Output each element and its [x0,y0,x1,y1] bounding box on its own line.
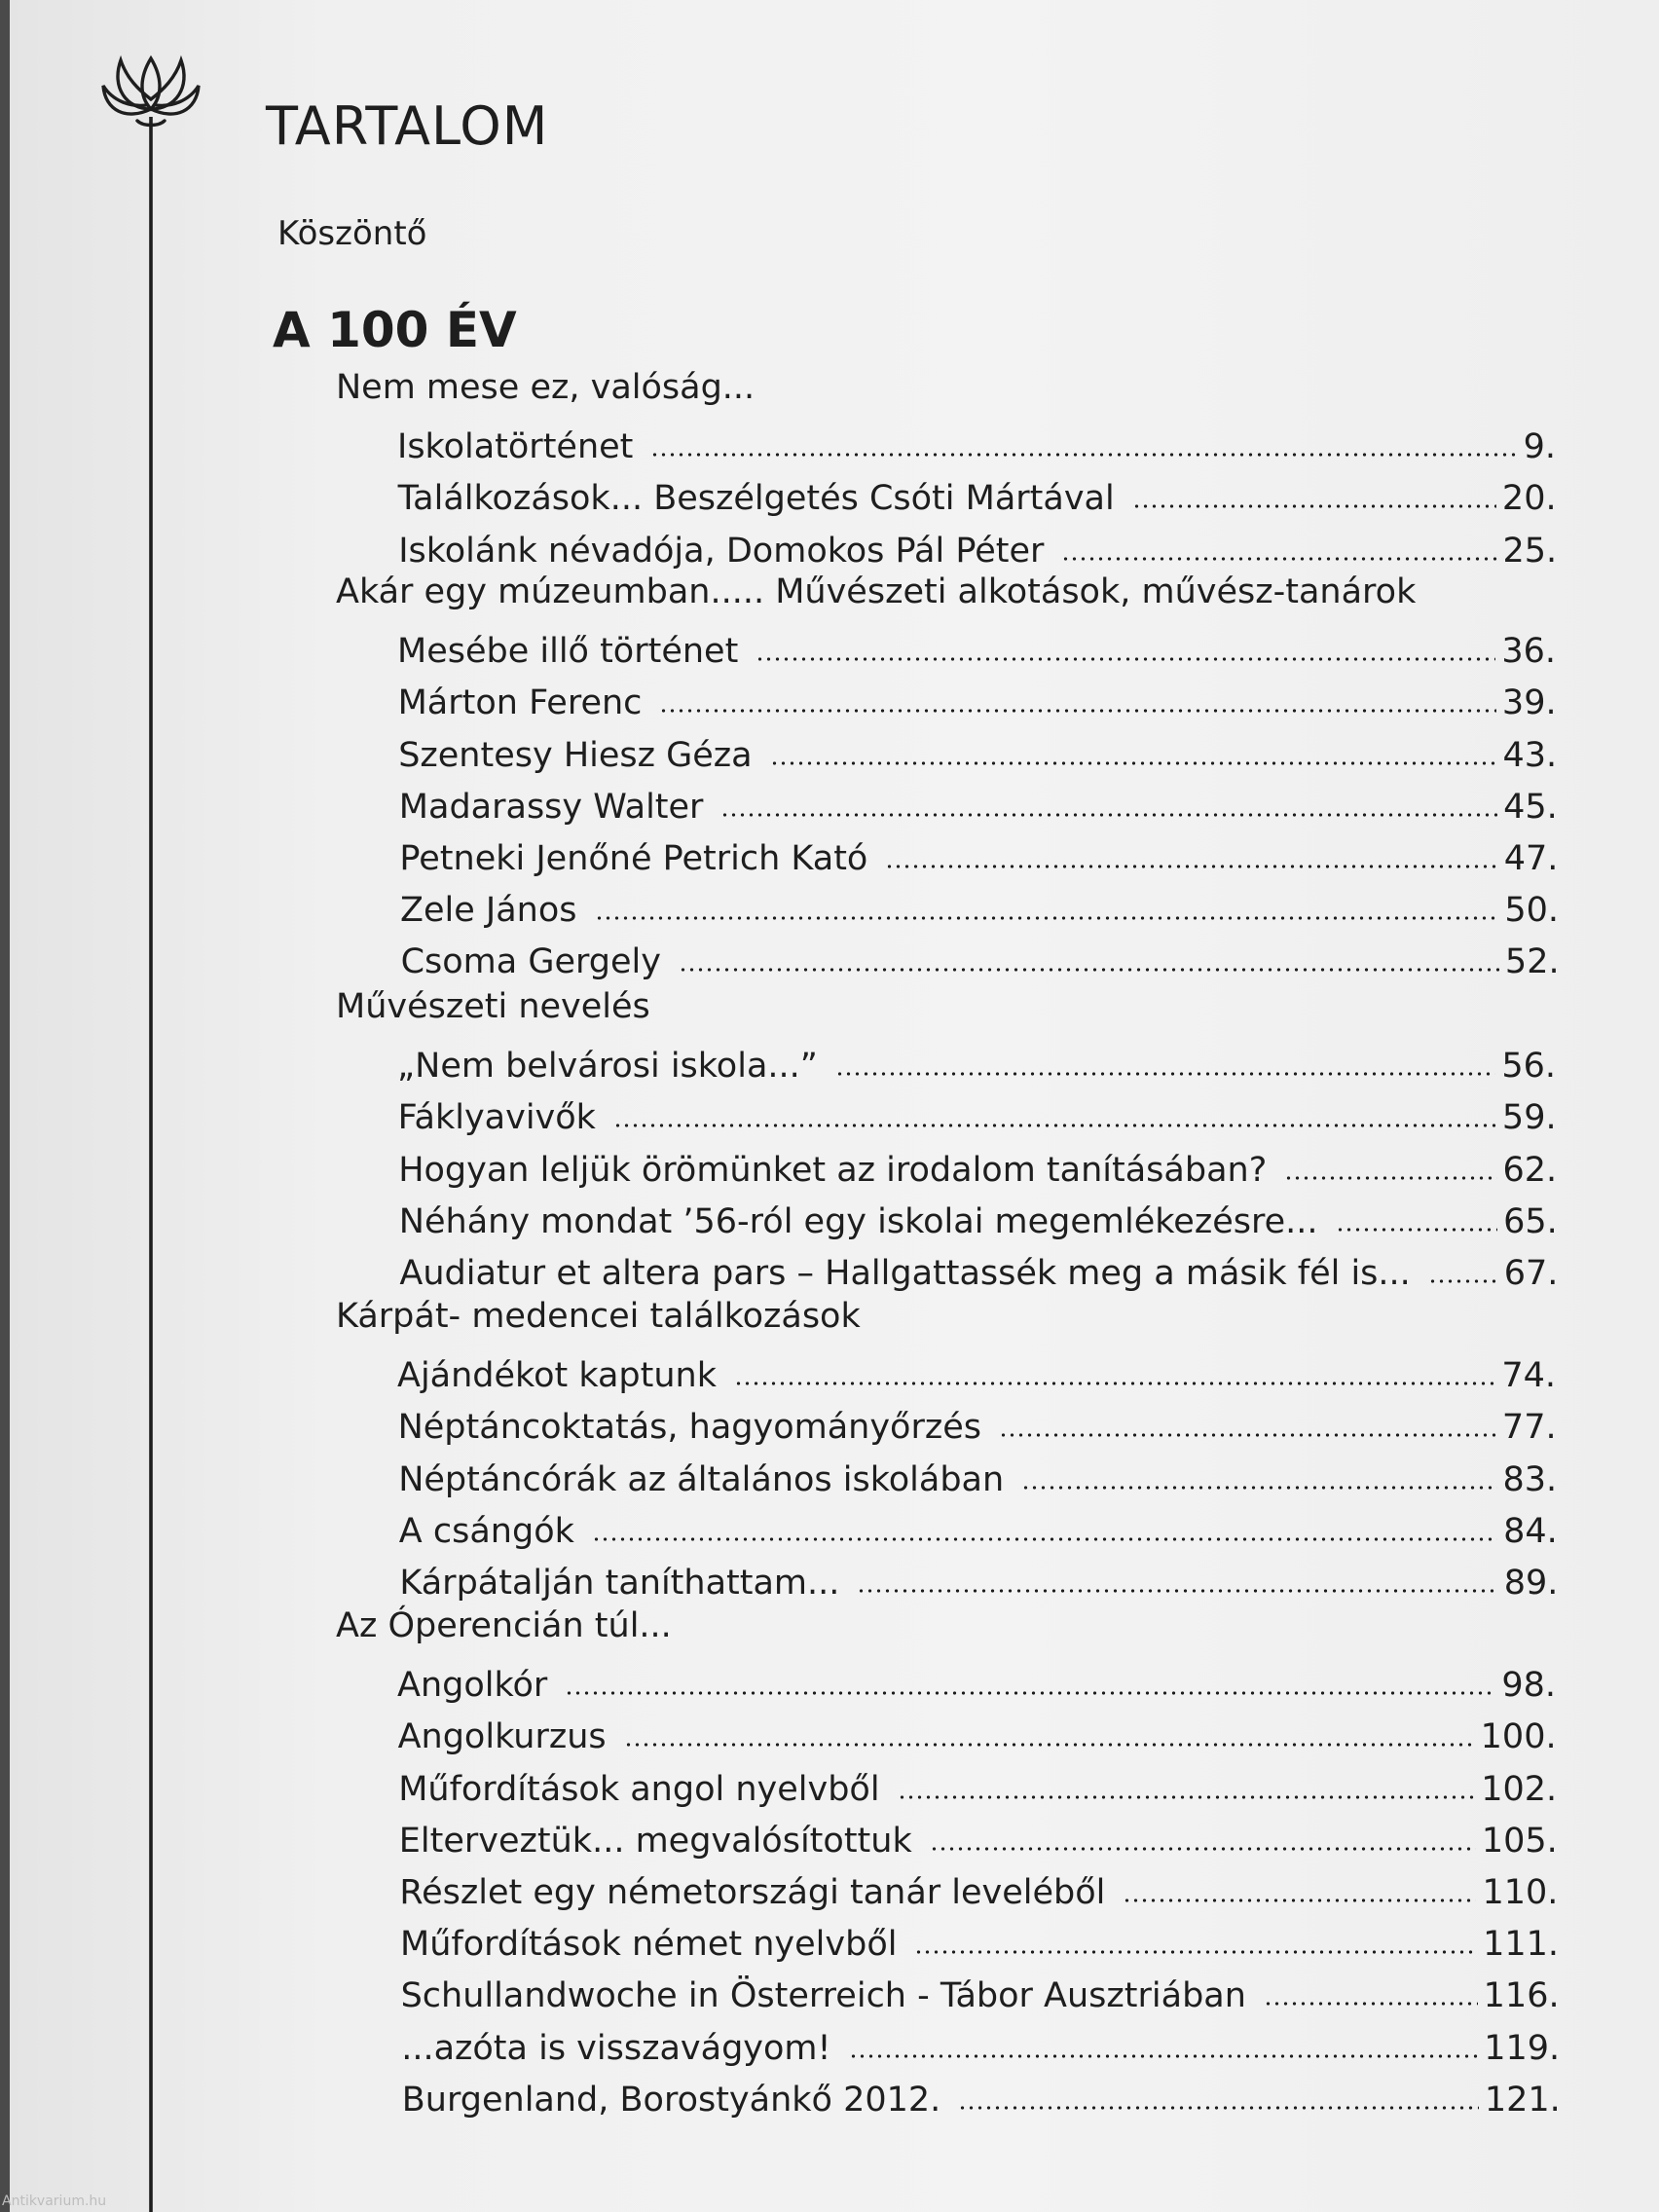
toc-entry[interactable] [399,1858,1558,1912]
toc-entry[interactable] [399,824,1558,878]
entry-page-number: 65. [1503,1201,1558,1241]
dot-leader [613,1124,1496,1127]
toc-entry[interactable] [399,1496,1558,1551]
entry-title: Kárpátalján taníthattam... [399,1564,840,1603]
entry-title: Részlet egy németországi tanár leveléből [399,1873,1106,1912]
dot-leader [679,968,1499,972]
entry-title: Márton Ferenc [397,683,643,723]
section-title: Akár egy múzeumban..... Művészeti alkotások, művész-tanárok [336,572,1417,611]
toc-entry[interactable] [398,516,1557,571]
entry-title: Burgenland, Borostyánkő 2012. [401,2080,941,2120]
entry-title: Iskolánk névadója, Domokos Pál Péter [398,531,1045,571]
toc-entry[interactable] [399,1806,1558,1861]
entry-page-number: 20. [1501,479,1557,519]
entry-page-number: 84. [1503,1511,1558,1551]
entry-title: Madarassy Walter [398,787,704,827]
entry-page-number: 105. [1481,1821,1558,1861]
entry-page-number: 98. [1501,1666,1556,1706]
entry-page-number: 67. [1503,1254,1559,1293]
entry-title: Angolkór [397,1666,548,1706]
entry-title: Audiatur et altera pars – Hallgattassék meg a másik fél is... [399,1254,1411,1293]
entry-title: Schullandwoche in Österreich - Tábor Ausztriában [400,1976,1246,2016]
entry-title: Elterveztük... megvalósítottuk [398,1821,912,1861]
toc-entry[interactable] [398,668,1557,722]
toc-entry[interactable] [397,412,1556,466]
dot-leader [650,453,1517,457]
entry-page-number: 45. [1503,787,1558,827]
dot-leader [885,865,1497,868]
dot-leader [835,1072,1495,1076]
entry-title: Szentesy Hiesz Géza [398,735,753,775]
toc-entry[interactable] [399,1548,1558,1603]
toc-entry[interactable] [398,1754,1557,1809]
entry-title: Mesébe illő történet [397,632,739,672]
section-title: Kárpát- medencei találkozások [336,1297,861,1336]
entry-title: Petneki Jenőné Petrich Kató [399,839,868,878]
entry-page-number: 62. [1502,1150,1558,1190]
entry-title: Ajándékot kaptunk [397,1356,718,1396]
toc-entry[interactable] [401,2013,1560,2068]
dot-leader [849,2054,1479,2058]
entry-page-number: 74. [1501,1356,1556,1396]
dot-leader [734,1382,1495,1385]
entry-page-number: 47. [1503,839,1559,878]
toc-entry[interactable] [397,616,1556,671]
toc-entry[interactable] [398,1445,1557,1499]
toc-entry[interactable] [398,1083,1557,1137]
entry-page-number: 110. [1482,1873,1559,1912]
entry-title: Fáklyavivők [397,1098,596,1138]
entry-title: Néptáncoktatás, hagyományőrzés [397,1408,981,1448]
entry-page-number: 39. [1501,683,1557,723]
entry-page-number: 25. [1502,531,1558,571]
entry-title: Néhány mondat ’56-ról egy iskolai megemlékezésre... [398,1201,1318,1241]
greeting-heading: Köszöntő [277,214,427,253]
entry-title: Csoma Gergely [400,942,661,982]
section-title: Művészeti nevelés [336,987,650,1026]
entry-page-number: 100. [1480,1717,1557,1757]
toc-entry[interactable] [398,720,1557,775]
toc-entry[interactable] [399,1187,1558,1241]
toc-entry[interactable] [399,1238,1558,1293]
dot-leader [592,1537,1497,1541]
dot-leader [1336,1228,1498,1232]
toc-entry[interactable] [398,1392,1557,1447]
dot-leader [720,813,1497,817]
dot-leader [930,1847,1476,1851]
toc-entry[interactable] [400,875,1559,930]
toc-entry[interactable] [400,1909,1559,1964]
dot-leader [898,1795,1476,1799]
dot-leader [770,761,1497,765]
entry-page-number: 43. [1502,735,1558,775]
dot-leader [1264,2002,1478,2006]
toc-title: TARTALOM [266,95,549,157]
entry-page-number: 56. [1501,1047,1556,1087]
entry-page-number: 83. [1502,1459,1558,1499]
dot-leader [1284,1176,1496,1180]
dot-leader [1021,1486,1496,1490]
entry-page-number: 121. [1484,2080,1561,2120]
toc-entry[interactable] [402,2065,1561,2120]
entry-page-number: 116. [1483,1976,1560,2016]
entry-title: Műfordítások német nyelvből [400,1925,898,1965]
toc-entry[interactable] [397,1031,1556,1086]
toc-entry[interactable] [401,927,1560,981]
entry-title: Műfordítások angol nyelvből [398,1769,880,1809]
toc-entry[interactable] [397,1650,1556,1705]
dot-leader [1123,1899,1476,1902]
entry-page-number: 50. [1504,891,1559,931]
entry-page-number: 59. [1501,1098,1557,1138]
toc-entry[interactable] [401,1961,1560,2015]
entry-page-number: 77. [1501,1408,1557,1448]
dot-leader [958,2106,1479,2110]
entry-page-number: 89. [1503,1564,1559,1603]
dot-leader [1132,504,1496,508]
entry-title: Zele János [400,891,577,931]
toc-entry[interactable] [397,1341,1556,1395]
dot-leader [914,1950,1477,1954]
dot-leader [999,1433,1496,1437]
dot-leader [624,1743,1475,1747]
entry-title: Iskolatörténet [397,427,634,467]
entry-title: A csángók [398,1511,574,1551]
dot-leader [857,1589,1497,1593]
dot-leader [1061,557,1496,561]
section-title: Nem mese ez, valóság... [336,368,756,407]
entry-page-number: 111. [1483,1925,1559,1965]
entry-page-number: 52. [1504,942,1560,982]
watermark: Antikvarium.hu [2,2194,107,2209]
entry-page-number: 36. [1501,632,1556,672]
section-title: Az Óperencián túl... [336,1606,672,1645]
dot-leader [595,916,1499,920]
entry-page-number: 119. [1484,2028,1561,2068]
entry-title: „Nem belvárosi iskola...” [397,1047,818,1087]
entry-page-number: 9. [1523,427,1556,467]
entry-title: Néptáncórák az általános iskolában [398,1459,1005,1499]
dot-leader [565,1691,1495,1695]
dot-leader [659,709,1496,713]
entry-title: Hogyan leljük örömünket az irodalom tanításában? [398,1150,1268,1190]
entry-page-number: 102. [1481,1769,1558,1809]
entry-title: Találkozások... Beszélgetés Csóti Mártával [397,479,1115,519]
toc-entry[interactable] [398,1702,1557,1756]
entry-title: Angolkurzus [397,1717,607,1757]
toc-entry[interactable] [399,772,1558,827]
entry-title: ...azóta is visszavágyom! [401,2028,831,2068]
dot-leader [756,657,1495,661]
part-heading: A 100 ÉV [273,302,517,358]
toc-entry[interactable] [398,463,1557,518]
toc-entry[interactable] [398,1135,1557,1190]
dot-leader [1428,1279,1498,1283]
